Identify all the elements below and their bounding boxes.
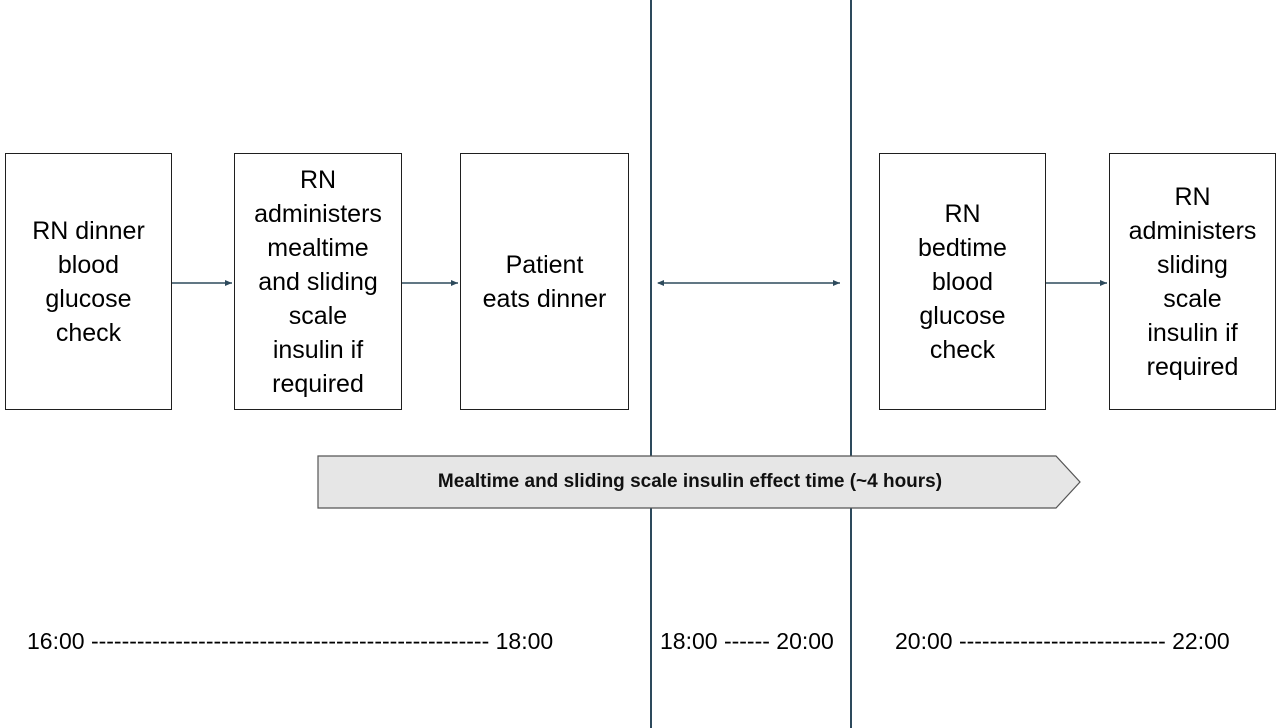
step-box-bedtime-glucose-check bbox=[879, 153, 1046, 410]
step-label: RN bedtime blood glucose check bbox=[918, 199, 1007, 364]
step-box-patient-eats-dinner bbox=[460, 153, 629, 410]
timeline-segment-1: 16:00 ---------------------------------------------------- 18:00 bbox=[27, 627, 554, 654]
timeline-segment-2: 18:00 ------ 20:00 bbox=[660, 627, 834, 654]
step-label: RN administers sliding scale insulin if required bbox=[1128, 182, 1257, 381]
step-label: RN administers mealtime and sliding scale insulin if required bbox=[254, 165, 382, 398]
step-label: RN dinner blood glucose check bbox=[32, 216, 145, 347]
step-label: Patient eats dinner bbox=[482, 250, 607, 313]
step-box-administer-mealtime-insulin bbox=[234, 153, 402, 410]
step-box-administer-sliding-scale-insulin bbox=[1109, 153, 1276, 410]
timeline-segment-3: 20:00 --------------------------- 22:00 bbox=[895, 627, 1230, 654]
step-box-dinner-glucose-check bbox=[5, 153, 172, 410]
insulin-effect-banner-label: Mealtime and sliding scale insulin effect time (~4 hours) bbox=[437, 471, 943, 492]
